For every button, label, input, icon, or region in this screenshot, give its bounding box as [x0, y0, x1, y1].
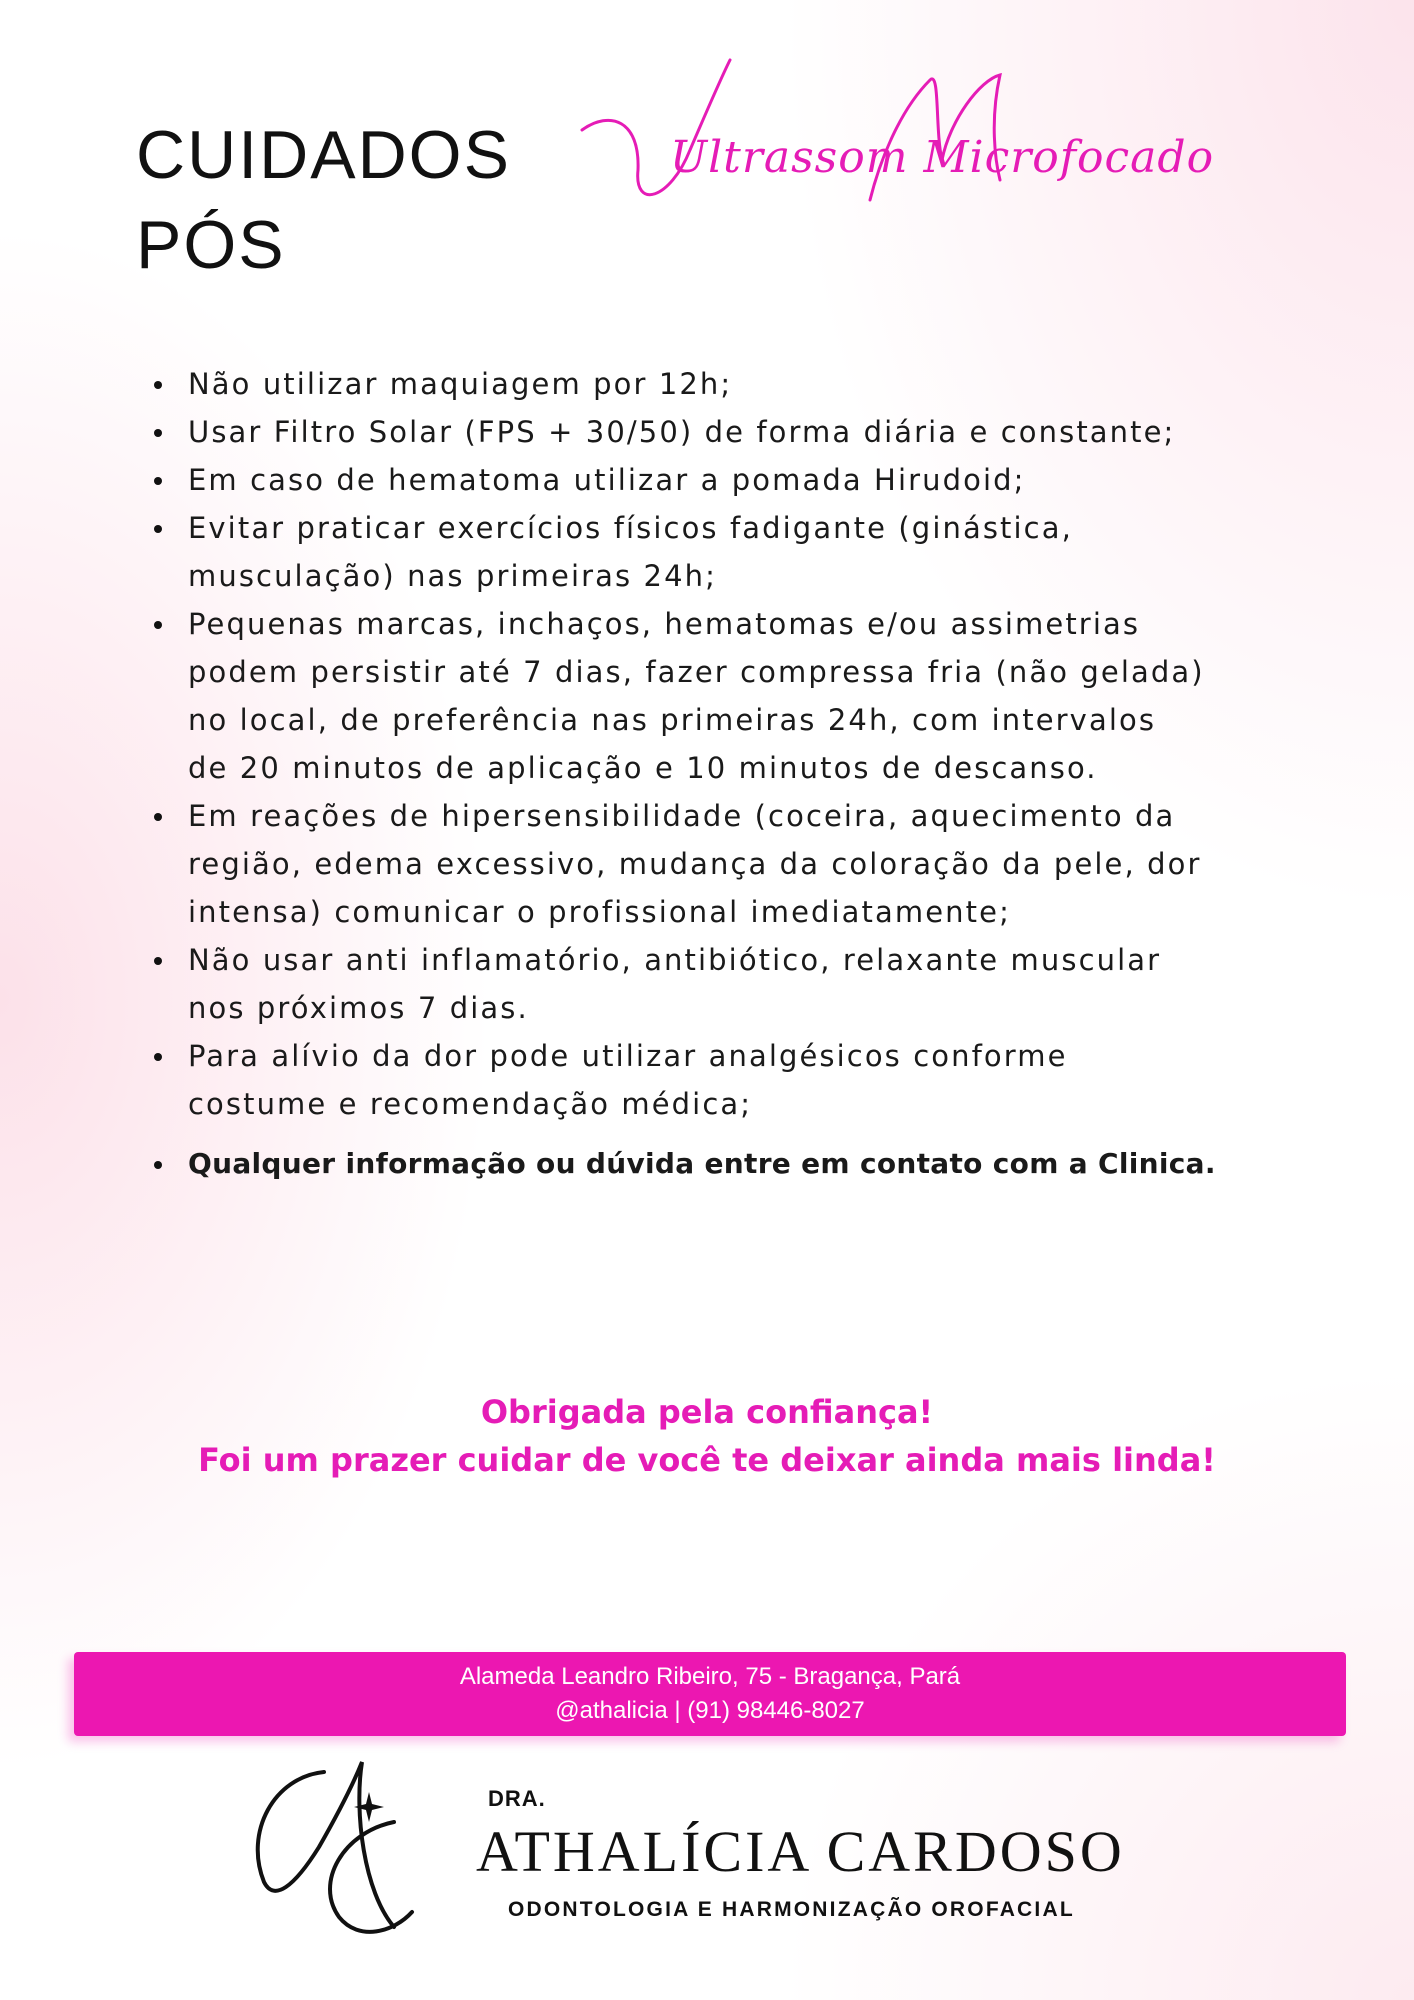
care-item-line: musculação) nas primeiras 24h;: [188, 559, 717, 593]
care-item: [150, 408, 1280, 456]
care-item-line: Pequenas marcas, inchaços, hematomas e/ou assimetrias: [188, 607, 1141, 641]
care-item: [150, 360, 1280, 408]
footer-address: Alameda Leandro Ribeiro, 75 - Bragança, Pará: [459, 1663, 961, 1690]
care-instructions-list: [150, 360, 1280, 1188]
care-item-line: costume e recomendação médica;: [188, 1087, 753, 1121]
care-item-line: Em reações de hipersensibilidade (coceira, aquecimento da: [188, 799, 1176, 833]
care-item: [150, 456, 1280, 504]
care-item-line: região, edema excessivo, mudança da coloração da pele, dor: [188, 847, 1202, 881]
bullet-icon: [154, 813, 162, 821]
care-item: [150, 792, 1280, 936]
care-item: [150, 504, 1280, 600]
bullet-icon: [154, 1161, 162, 1169]
brand-subtitle: ODONTOLOGIA E HARMONIZAÇÃO OROFACIAL: [508, 1898, 1075, 1921]
care-item-line: Qualquer informação ou dúvida entre em contato com a Clinica.: [188, 1147, 1216, 1180]
page-title: [136, 110, 511, 290]
title-line-pos: PÓS: [136, 207, 286, 283]
care-item-line: nos próximos 7 dias.: [188, 991, 529, 1025]
bullet-icon: [154, 429, 162, 437]
bullet-icon: [154, 957, 162, 965]
care-item-line: Não usar anti inflamatório, antibiótico, relaxante muscular: [188, 943, 1162, 977]
script-subtitle-text: Ultrassom Microfocado: [670, 132, 1215, 183]
care-item: [150, 1140, 1280, 1188]
care-item: [150, 600, 1280, 792]
care-item: [150, 936, 1280, 1032]
brand-name: ATHALÍCIA CARDOSO: [476, 1819, 1125, 1884]
care-item-line: no local, de preferência nas primeiras 24h, com intervalos: [188, 703, 1157, 737]
care-item-line: Evitar praticar exercícios físicos fadigante (ginástica,: [188, 511, 1073, 545]
title-line-cuidados: CUIDADOS: [136, 117, 511, 193]
thanks-line-1: Obrigada pela confiança!: [480, 1393, 934, 1431]
bullet-icon: [154, 477, 162, 485]
care-item-line: intensa) comunicar o profissional imediatamente;: [188, 895, 1011, 929]
care-item-line: podem persistir até 7 dias, fazer compressa fria (não gelada): [188, 655, 1205, 689]
monogram-ac-sparkle-icon: [244, 1752, 464, 1942]
care-item: [150, 1032, 1280, 1128]
script-subtitle: [570, 50, 1260, 230]
care-item-line: de 20 minutos de aplicação e 10 minutos de descanso.: [188, 751, 1098, 785]
footer-contact: @athalicia | (91) 98446-8027: [555, 1697, 865, 1724]
script-subtitle-svg: [570, 50, 1260, 230]
footer-contact-bar: [74, 1652, 1346, 1736]
bullet-icon: [154, 381, 162, 389]
bullet-icon: [154, 1053, 162, 1061]
care-item-line: Usar Filtro Solar (FPS + 30/50) de forma diária e constante;: [188, 415, 1176, 449]
thanks-line-2: Foi um prazer cuidar de você te deixar ainda mais linda!: [198, 1441, 1216, 1479]
care-item-line: Não utilizar maquiagem por 12h;: [188, 367, 733, 401]
bullet-icon: [154, 525, 162, 533]
thank-you-message: [0, 1388, 1414, 1484]
care-item-line: Em caso de hematoma utilizar a pomada Hirudoid;: [188, 463, 1026, 497]
care-item-line: Para alívio da dor pode utilizar analgésicos conforme: [188, 1039, 1068, 1073]
brand-prefix: DRA.: [488, 1786, 546, 1811]
bullet-icon: [154, 621, 162, 629]
